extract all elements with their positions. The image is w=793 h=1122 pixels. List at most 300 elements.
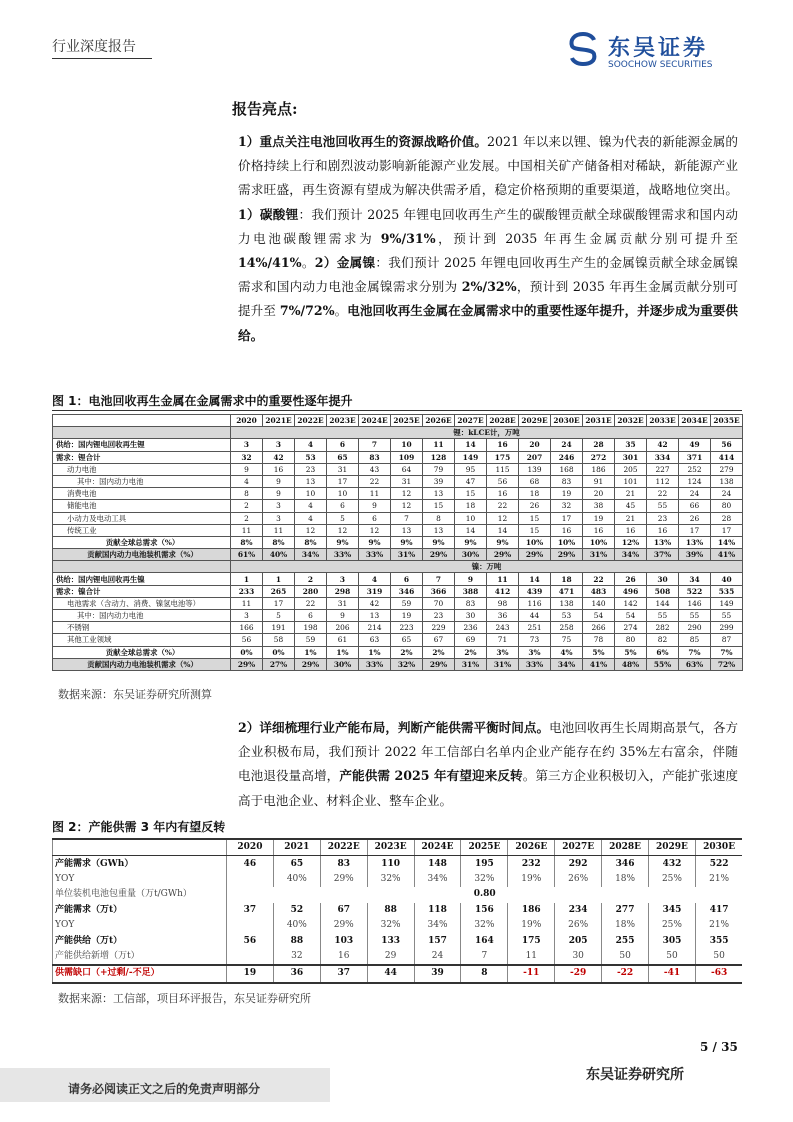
figure1-cell: 535 — [711, 585, 743, 597]
figure1-cell: 19 — [551, 488, 583, 500]
figure1-cell: 144 — [647, 597, 679, 609]
figure1-cell: 16 — [647, 524, 679, 536]
highlight-paragraph-1 — [238, 130, 738, 348]
figure1-cell: 9 — [327, 610, 359, 622]
figure1-cell: 30% — [327, 658, 359, 670]
figure1-cell: 30 — [647, 573, 679, 585]
figure1-cell: 55 — [647, 500, 679, 512]
figure1-cell: 16 — [615, 524, 647, 536]
figure1-cell: 9 — [231, 463, 263, 475]
figure1-cell: 146 — [679, 597, 711, 609]
figure1-cell: 82 — [647, 634, 679, 646]
figure1-cell: 388 — [455, 585, 487, 597]
p1-value4: 7%/72% — [279, 303, 335, 319]
figure1-cell: 26 — [519, 500, 551, 512]
figure2-cell: 175 — [508, 933, 555, 948]
figure1-cell: 40% — [263, 549, 295, 561]
figure1-cell: 71 — [487, 634, 519, 646]
figure2-cell: 39 — [414, 965, 461, 982]
figure1-cell: 48% — [615, 658, 647, 670]
figure1-cell: 282 — [647, 622, 679, 634]
figure2-cell: 34% — [414, 872, 461, 887]
figure1-cell: 32 — [551, 500, 583, 512]
figure1-row-label: 消费电池 — [53, 488, 231, 500]
figure2-year-header: 2027E — [555, 839, 602, 856]
figure1-unit-row — [53, 427, 743, 439]
figure1-cell: 28 — [711, 512, 743, 524]
figure2-cell: 16 — [320, 949, 367, 965]
figure1-row — [53, 524, 743, 536]
figure1-cell: 22 — [487, 500, 519, 512]
figure1-cell: 2% — [391, 646, 423, 658]
figure1-body — [53, 427, 743, 671]
figure1-cell: 17 — [551, 512, 583, 524]
figure1-cell: 44 — [519, 610, 551, 622]
figure1-cell: 1% — [295, 646, 327, 658]
figure1-cell: 7 — [391, 512, 423, 524]
figure1-row-label: 其他工业领域 — [53, 634, 231, 646]
figure2-cell: 292 — [555, 856, 602, 872]
figure1-row — [53, 658, 743, 670]
figure1-row — [53, 597, 743, 609]
figure1-cell: 138 — [711, 475, 743, 487]
figure2-cell: 25% — [649, 918, 696, 933]
figure1-cell: 13% — [679, 536, 711, 548]
figure2-cell: 118 — [414, 903, 461, 918]
figure1-row-label: 贡献国内动力电池装机需求（%） — [53, 549, 231, 561]
figure2-cell: 32 — [273, 949, 320, 965]
figure1-row-label: 动力电池 — [53, 463, 231, 475]
figure1-cell: 17 — [679, 524, 711, 536]
figure1-cell: 34 — [679, 573, 711, 585]
figure2-cell: -63 — [695, 965, 742, 982]
figure1-cell: 55% — [647, 658, 679, 670]
figure2-cell: 255 — [602, 933, 649, 948]
figure1-cell: 3 — [231, 610, 263, 622]
figure1-cell: 31% — [455, 658, 487, 670]
figure2-merged-cell: 0.80 — [227, 887, 743, 902]
figure2-cell: 232 — [508, 856, 555, 872]
figure2-cell: 29 — [367, 949, 414, 965]
figure2-cell: 50 — [649, 949, 696, 965]
figure1-cell: 11 — [359, 488, 391, 500]
figure1-cell: 16 — [583, 524, 615, 536]
figure2-row-label: 供需缺口（+过剩/-不足） — [53, 965, 227, 982]
figure1-cell: 9% — [455, 536, 487, 548]
p1-value3: 2%/32% — [461, 279, 517, 295]
figure1-cell: 22 — [295, 597, 327, 609]
figure1-cell: 29% — [551, 549, 583, 561]
figure1-year-header: 2029E — [519, 415, 551, 427]
figure1-cell: 80 — [711, 500, 743, 512]
figure1-year-header: 2030E — [551, 415, 583, 427]
figure1-cell: 412 — [487, 585, 519, 597]
figure2-cell: 37 — [227, 903, 274, 918]
figure2-cell: 56 — [227, 933, 274, 948]
figure2-cell: 65 — [273, 856, 320, 872]
figure1-cell: 414 — [711, 451, 743, 463]
figure2-cell: 32% — [367, 918, 414, 933]
figure1-cell: 6% — [647, 646, 679, 658]
figure1-cell: 116 — [519, 597, 551, 609]
figure1-cell: 78 — [583, 634, 615, 646]
figure1-cell: 0% — [263, 646, 295, 658]
figure1-cell: 16 — [487, 488, 519, 500]
figure1-row-label: 电池需求（含动力、消费、镍氢电池等） — [53, 597, 231, 609]
p1-sub2: 2）金属镍 — [314, 255, 376, 271]
figure1-cell: 9 — [263, 488, 295, 500]
figure1-cell: 9% — [359, 536, 391, 548]
figure1-year-header: 2033E — [647, 415, 679, 427]
figure1-cell: 59 — [391, 597, 423, 609]
figure2-cell: 52 — [273, 903, 320, 918]
figure1-cell: 30 — [455, 610, 487, 622]
figure2-cell: 50 — [602, 949, 649, 965]
figure1-row — [53, 463, 743, 475]
footer-org: 东吴证券研究所 — [586, 1067, 684, 1083]
figure1-cell: 55 — [679, 610, 711, 622]
figure2-cell: 522 — [695, 856, 742, 872]
figure1-cell: 10 — [455, 512, 487, 524]
p1-text5: ：我们预计 2025 年锂电回收再生产生的金属镍贡献全球金属镍需求和国内动力电池金属镍需求分别为 — [238, 255, 739, 295]
figure1-cell: 23 — [647, 512, 679, 524]
figure1-cell: 186 — [583, 463, 615, 475]
figure1-cell: 34% — [615, 549, 647, 561]
figure1-cell: 10% — [519, 536, 551, 548]
figure1-row — [53, 500, 743, 512]
figure1-cell: 6 — [327, 500, 359, 512]
figure1-cell: 371 — [679, 451, 711, 463]
figure2-cell: 103 — [320, 933, 367, 948]
figure1-cell: 65 — [327, 451, 359, 463]
figure1-year-header: 2020 — [231, 415, 263, 427]
figure2-cell: 21% — [695, 872, 742, 887]
figure1-row-label: 供给：国内锂电回收再生锂 — [53, 439, 231, 451]
figure1-cell: 27% — [263, 658, 295, 670]
figure1-cell: 112 — [647, 475, 679, 487]
figure2-cell: 164 — [461, 933, 508, 948]
figure2-cell: 148 — [414, 856, 461, 872]
figure1-cell: 6 — [359, 512, 391, 524]
figure1-cell: 266 — [583, 622, 615, 634]
figure2-cell: 19% — [508, 872, 555, 887]
figure2-cell: 110 — [367, 856, 414, 872]
figure1-row — [53, 646, 743, 658]
p1-value2: 14%/41% — [238, 255, 302, 271]
figure2-cell: 32% — [461, 872, 508, 887]
figure1-cell: 29% — [423, 549, 455, 561]
figure1-cell: 258 — [551, 622, 583, 634]
report-type: 行业深度报告 — [52, 39, 136, 55]
figure2-row — [53, 933, 743, 948]
figure1-cell: 274 — [615, 622, 647, 634]
figure1-cell: 42 — [263, 451, 295, 463]
figure1-cell: 252 — [679, 463, 711, 475]
figure1-cell: 4 — [231, 475, 263, 487]
figure1-cell: 63% — [679, 658, 711, 670]
figure1-row-label: 供给：国内锂电回收再生镍 — [53, 573, 231, 585]
figure1-cell: 47 — [455, 475, 487, 487]
figure1-cell: 149 — [455, 451, 487, 463]
figure1-cell: 34% — [295, 549, 327, 561]
figure1-cell: 2 — [295, 573, 327, 585]
figure1-cell: 34% — [551, 658, 583, 670]
figure2-year-header: 2022E — [320, 839, 367, 856]
figure1-cell: 79 — [423, 463, 455, 475]
figure1-cell: 115 — [487, 463, 519, 475]
figure2-cell: -22 — [602, 965, 649, 982]
figure1-row-label: 贡献全球总需求（%） — [53, 646, 231, 658]
figure1-cell: 22 — [647, 488, 679, 500]
figure1-cell: 191 — [263, 622, 295, 634]
figure1-cell: 24 — [711, 488, 743, 500]
figure1-cell: 13 — [391, 524, 423, 536]
figure2-row-label: 产能需求（万t） — [53, 903, 227, 918]
figure1-cell: 12 — [487, 512, 519, 524]
figure1-cell: 4 — [295, 500, 327, 512]
unit-spacer — [53, 561, 231, 573]
figure2-cell: -11 — [508, 965, 555, 982]
figure1-cell: 26 — [615, 573, 647, 585]
figure1-row-label: 其中：国内动力电池 — [53, 610, 231, 622]
figure2-cell: 205 — [555, 933, 602, 948]
header-underline — [52, 58, 152, 59]
figure1-cell: 26 — [679, 512, 711, 524]
p2-text2: 。第三方企业积极切入，产能扩张速度高于电池企业、材料企业、整车企业。 — [238, 768, 739, 808]
figure1-cell: 233 — [231, 585, 263, 597]
figure1-unit-label: 锂：kLCE计，万吨 — [231, 427, 743, 439]
figure1-cell: 66 — [679, 500, 711, 512]
figure1-cell: 299 — [711, 622, 743, 634]
figure1-cell: 24 — [679, 488, 711, 500]
figure1-cell: 279 — [711, 463, 743, 475]
figure2-cell: 305 — [649, 933, 696, 948]
figure2-cell: 417 — [695, 903, 742, 918]
figure2-year-header: 2020 — [227, 839, 274, 856]
figure2-cell: 88 — [367, 903, 414, 918]
figure1-cell: 11 — [263, 524, 295, 536]
figure2-cell: 67 — [320, 903, 367, 918]
figure2-cell: 88 — [273, 933, 320, 948]
figure2-cell: 277 — [602, 903, 649, 918]
figure1-cell: 41% — [711, 549, 743, 561]
figure2-row-label: 单位装机电池包重量（万t/GWh） — [53, 887, 227, 902]
figure1-cell: 13 — [359, 610, 391, 622]
figure1-cell: 9 — [359, 500, 391, 512]
logo-en-text: SOOCHOW SECURITIES — [608, 60, 713, 70]
figure1-cell: 5 — [327, 512, 359, 524]
figure1-cell: 214 — [359, 622, 391, 634]
figure2-cell: 46 — [227, 856, 274, 872]
p1-num: 1） — [238, 134, 260, 149]
figure2-row — [53, 856, 743, 872]
figure1-cell: 205 — [615, 463, 647, 475]
figure2-cell: 21% — [695, 918, 742, 933]
figure1-cell: 31% — [487, 658, 519, 670]
figure1-cell: 83 — [455, 597, 487, 609]
figure1-cell: 67 — [423, 634, 455, 646]
figure2-cell: 8 — [461, 965, 508, 982]
figure1-row-label: 传统工业 — [53, 524, 231, 536]
figure1-cell: 236 — [455, 622, 487, 634]
figure1-cell: 168 — [551, 463, 583, 475]
figure1-row-label: 贡献国内动力电池装机需求（%） — [53, 658, 231, 670]
figure1-cell: 17 — [327, 475, 359, 487]
figure1-year-header: 2027E — [455, 415, 487, 427]
figure1-cell: 63 — [359, 634, 391, 646]
figure1-cell: 346 — [391, 585, 423, 597]
figure2-corner — [53, 839, 227, 856]
figure1-cell: 229 — [423, 622, 455, 634]
figure1-cell: 16 — [487, 439, 519, 451]
figure1-row — [53, 573, 743, 585]
figure1-cell: 55 — [711, 610, 743, 622]
figure2-cell: 19% — [508, 918, 555, 933]
figure1-cell: 206 — [327, 622, 359, 634]
figure1-cell: 15 — [455, 488, 487, 500]
figure1-cell: 12% — [615, 536, 647, 548]
figure1-cell: 18 — [455, 500, 487, 512]
figure1-unit-label: 镍：万吨 — [231, 561, 743, 573]
figure1-cell: 68 — [519, 475, 551, 487]
figure1-cell: 30% — [455, 549, 487, 561]
figure1-cell: 18 — [551, 573, 583, 585]
figure1-cell: 29% — [423, 658, 455, 670]
figure1-cell: 64 — [391, 463, 423, 475]
figure2-row — [53, 949, 743, 965]
company-logo — [568, 30, 738, 70]
figure1-cell: 53 — [551, 610, 583, 622]
figure1-cell: 138 — [551, 597, 583, 609]
figure1-year-header: 2021E — [263, 415, 295, 427]
figure1-cell: 223 — [391, 622, 423, 634]
figure2-cell: 18% — [602, 872, 649, 887]
figure1-corner — [53, 415, 231, 427]
figure2-cell: 44 — [367, 965, 414, 982]
figure1-cell: 246 — [551, 451, 583, 463]
figure1-cell: 29% — [295, 658, 327, 670]
figure1-cell: 59 — [295, 634, 327, 646]
figure2-cell: -29 — [555, 965, 602, 982]
page-number: 5 / 35 — [700, 1040, 738, 1054]
figure1-cell: 32 — [231, 451, 263, 463]
figure2-year-header: 2030E — [695, 839, 742, 856]
figure1-cell: 15 — [519, 524, 551, 536]
figure1-cell: 4 — [359, 573, 391, 585]
figure1-cell: 1% — [327, 646, 359, 658]
p1-text: 2021 年以来以锂、镍为代表的新能源金属的价格持续上行和剧烈波动影响新能源产业发展。中国相关矿产储备相对稀缺，新能源产业需求旺盛，再生资源有望成为解决供需矛盾，稳定价格预期的重要渠道，战略地位突出。 — [238, 134, 739, 198]
figure2-cell: 26% — [555, 872, 602, 887]
figure1-cell: 508 — [647, 585, 679, 597]
figure2-cell: 346 — [602, 856, 649, 872]
disclaimer-note: 请务必阅读正文之后的免责声明部分 — [68, 1082, 261, 1096]
figure1-cell: 6 — [295, 610, 327, 622]
figure1-cell: 43 — [359, 463, 391, 475]
figure2-cell: 26% — [555, 918, 602, 933]
figure1-cell: 19 — [583, 512, 615, 524]
figure1-rule — [52, 410, 742, 411]
figure2-row-label: 产能供给（万t） — [53, 933, 227, 948]
figure1-cell: 7 — [359, 439, 391, 451]
figure1-cell: 6 — [327, 439, 359, 451]
figure1-cell: 32% — [391, 658, 423, 670]
figure1-cell: 85 — [679, 634, 711, 646]
figure1-cell: 13 — [423, 524, 455, 536]
figure2-cell: 40% — [273, 872, 320, 887]
figure1-cell: 4% — [551, 646, 583, 658]
figure1-cell: 142 — [615, 597, 647, 609]
figure1-cell: 0% — [231, 646, 263, 658]
figure1-cell: 3 — [263, 439, 295, 451]
figure1-row — [53, 488, 743, 500]
figure1-cell: 175 — [487, 451, 519, 463]
figure1-cell: 4 — [295, 439, 327, 451]
figure1-cell: 23 — [423, 610, 455, 622]
figure2-cell: -41 — [649, 965, 696, 982]
figure1-cell: 10 — [327, 488, 359, 500]
figure1-cell: 17 — [263, 597, 295, 609]
figure2-cell: 37 — [320, 965, 367, 982]
figure1-cell: 290 — [679, 622, 711, 634]
figure2-row-label: 产能供给新增（万t） — [53, 949, 227, 965]
figure1-cell: 31 — [327, 463, 359, 475]
figure1-cell: 8% — [231, 536, 263, 548]
figure1-cell: 5% — [615, 646, 647, 658]
figure2-cell: 36 — [273, 965, 320, 982]
figure1-unit-row — [53, 561, 743, 573]
figure1-cell: 10 — [295, 488, 327, 500]
figure1-cell: 56 — [487, 475, 519, 487]
figure1-cell: 2% — [455, 646, 487, 658]
figure1-cell: 19 — [391, 610, 423, 622]
figure1-header-row — [53, 415, 743, 427]
figure1-year-header: 2025E — [391, 415, 423, 427]
figure1-cell: 29% — [519, 549, 551, 561]
figure2-title: 图 2：产能供需 3 年内有望反转 — [52, 820, 226, 834]
figure1-table — [52, 414, 743, 671]
figure2-cell: 156 — [461, 903, 508, 918]
figure2-row — [53, 903, 743, 918]
figure1-row — [53, 439, 743, 451]
figure1-cell: 13 — [423, 488, 455, 500]
figure1-cell: 31% — [391, 549, 423, 561]
figure1-cell: 61% — [231, 549, 263, 561]
figure1-cell: 3% — [487, 646, 519, 658]
figure2-cell: 18% — [602, 918, 649, 933]
figure1-year-header: 2031E — [583, 415, 615, 427]
figure2-year-header: 2025E — [461, 839, 508, 856]
figure1-cell: 12 — [359, 524, 391, 536]
figure2-row — [53, 872, 743, 887]
p1-text3: ，预计到 2035 年再生金属贡献分别可提升至 — [435, 230, 738, 246]
figure1-cell: 70 — [423, 597, 455, 609]
figure1-cell: 1 — [231, 573, 263, 585]
figure1-cell: 298 — [327, 585, 359, 597]
highlight-paragraph-2 — [238, 716, 738, 813]
figure1-cell: 9% — [327, 536, 359, 548]
figure2-cell: 32% — [367, 872, 414, 887]
figure1-cell: 207 — [519, 451, 551, 463]
figure1-row — [53, 536, 743, 548]
figure1-cell: 8 — [231, 488, 263, 500]
figure1-cell: 75 — [551, 634, 583, 646]
figure1-cell: 12 — [391, 488, 423, 500]
figure1-cell: 9% — [423, 536, 455, 548]
figure1-row-label: 需求：镍合计 — [53, 585, 231, 597]
figure1-cell: 29% — [487, 549, 519, 561]
figure1-row-label: 需求：锂合计 — [53, 451, 231, 463]
figure1-year-header: 2032E — [615, 415, 647, 427]
